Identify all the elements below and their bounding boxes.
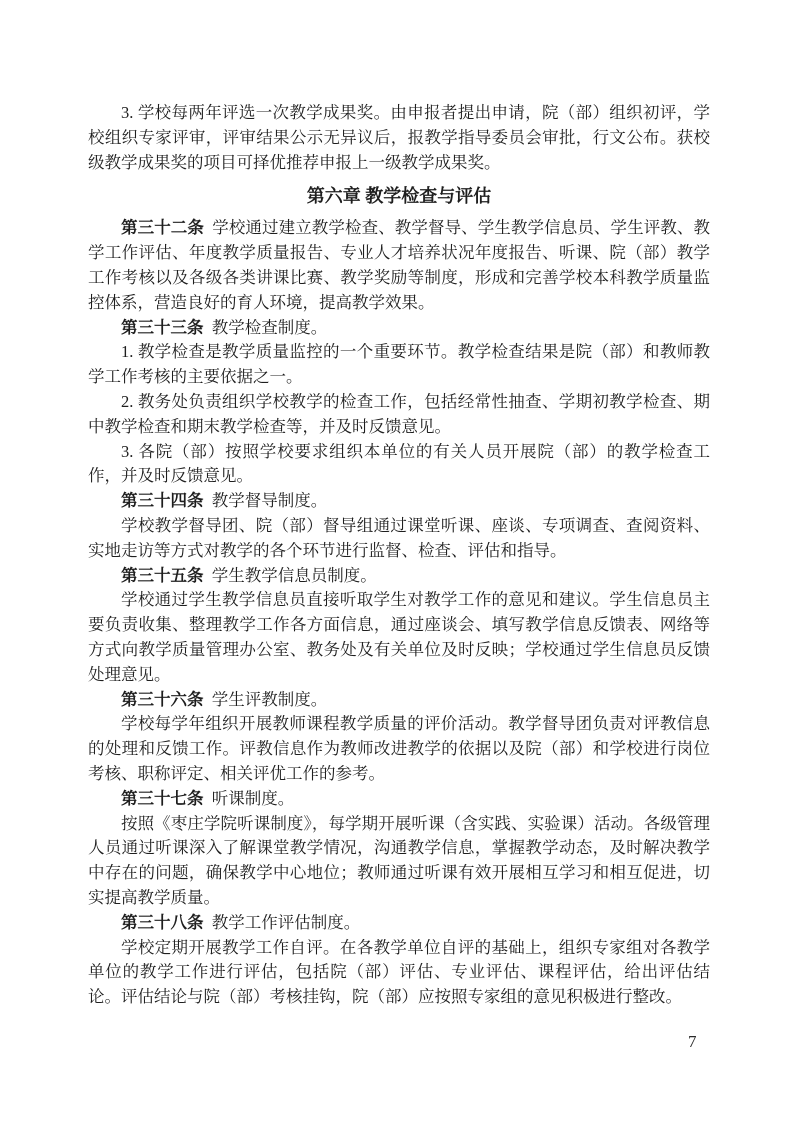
article-text: 学生教学信息员制度。	[211, 565, 377, 585]
article-label: 第三十三条	[121, 317, 204, 337]
article-paragraph	[88, 688, 710, 713]
article-text: 教学督导制度。	[211, 491, 328, 511]
article-paragraph	[88, 216, 710, 315]
paragraph: 学校每学年组织开展教师课程教学质量的评价活动。教学督导团负责对评教信息的处理和反馈工作。评教信息作为教师改进教学的依据以及院（部）和学校进行岗位考核、职称评定、相关评优工作的参考。	[88, 714, 710, 783]
page-number: 7	[688, 1032, 697, 1051]
paragraph: 3. 各院（部）按照学校要求组织本单位的有关人员开展院（部）的教学检查工作，并及时反馈意见。	[88, 441, 710, 486]
article-paragraph	[88, 911, 710, 936]
article-label: 第三十二条	[121, 218, 204, 238]
article-text: 学校通过建立教学检查、教学督导、学生教学信息员、学生评教、教学工作评估、年度教学质量报告、专业人才培养状况年度报告、听课、院（部）教学工作考核以及各级各类讲课比赛、教学奖励等制度，形成和完善学校本科教学质量监控体系，营造良好的育人环境，提高教学效果。	[88, 218, 711, 312]
article-text: 教学检查制度。	[211, 317, 328, 337]
article-label: 第三十六条	[121, 689, 204, 709]
paragraph: 学校定期开展教学工作自评。在各教学单位自评的基础上，组织专家组对各教学单位的教学工作进行评估，包括院（部）评估、专业评估、课程评估，给出评估结论。评估结论与院（部）考核挂钩，院（部）应按照专家组的意见积极进行整改。	[88, 937, 710, 1007]
article-text: 听课制度。	[211, 788, 295, 808]
article-label: 第三十七条	[121, 788, 204, 808]
article-paragraph	[88, 489, 710, 514]
paragraph: 学校教学督导团、院（部）督导组通过课堂听课、座谈、专项调查、查阅资料、实地走访等方式对教学的各个环节进行监督、检查、评估和指导。	[88, 515, 710, 560]
chapter-heading: 第六章 教学检查与评估	[306, 186, 492, 207]
paragraph: 3. 学校每两年评选一次教学成果奖。由申报者提出申请，院（部）组织初评，学校组织专家评审，评审结果公示无异议后，报教学指导委员会审批，行文公布。获校级教学成果奖的项目可择优推荐申报上一级教学成果奖。	[88, 103, 710, 172]
paragraph: 2. 教务处负责组织学校教学的检查工作，包括经常性抽查、学期初教学检查、期中教学检查和期末教学检查等，并及时反馈意见。	[88, 391, 710, 436]
document-body	[88, 101, 710, 1010]
paragraph: 学校通过学生教学信息员直接听取学生对教学工作的意见和建议。学生信息员主要负责收集、整理教学工作各方面信息，通过座谈会、填写教学信息反馈表、网络等方式向教学质量管理办公室、教务处及有关单位及时反映；学校通过学生信息员反馈处理意见。	[88, 590, 710, 684]
paragraph: 1. 教学检查是教学质量监控的一个重要环节。教学检查结果是院（部）和教师教学工作考核的主要依据之一。	[88, 342, 710, 387]
article-label: 第三十四条	[121, 491, 204, 511]
article-text: 教学工作评估制度。	[211, 912, 361, 932]
article-paragraph	[88, 316, 710, 341]
article-paragraph	[88, 564, 710, 589]
article-label: 第三十五条	[121, 565, 204, 585]
paragraph: 按照《枣庄学院听课制度》，每学期开展听课（含实践、实验课）活动。各级管理人员通过听课深入了解课堂教学情况，沟通教学信息，掌握教学动态，及时解决教学中存在的问题，确保教学中心地位；教师通过听课有效开展相互学习和相互促进，切实提高教学质量。	[88, 813, 710, 907]
article-label: 第三十八条	[121, 912, 204, 932]
article-text: 学生评教制度。	[211, 689, 328, 709]
article-paragraph	[88, 787, 710, 812]
